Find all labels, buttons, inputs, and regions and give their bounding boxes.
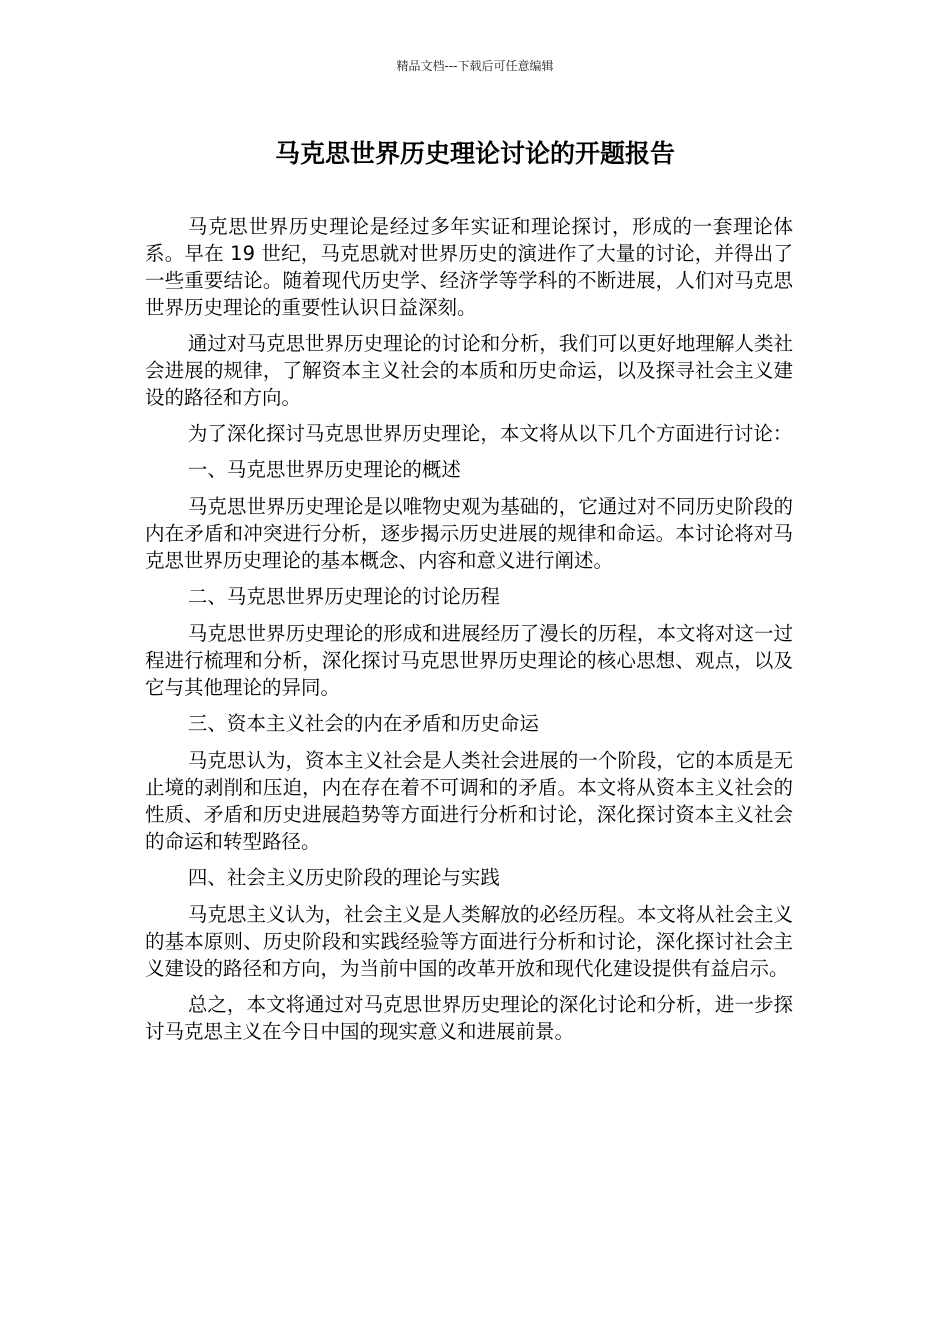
paragraph-section-1: 马克思世界历史理论是以唯物史观为基础的，它通过对不同历史阶段的内在矛盾和冲突进行分析，逐步揭示历史进展的规律和命运。本讨论将对马克思世界历史理论的基本概念、内容和意义进行阐述。 <box>145 495 793 572</box>
paragraph-section-4: 马克思主义认为，社会主义是人类解放的必经历程。本文将从社会主义的基本原则、历史阶段和实践经验等方面进行分析和讨论，深化探讨社会主义建设的路径和方向，为当前中国的改革开放和现代化建设提供有益启示。 <box>145 903 793 980</box>
paragraph-intro: 马克思世界历史理论是经过多年实证和理论探讨，形成的一套理论体系。早在 19 世纪，马克思就对世界历史的演进作了大量的讨论，并得出了一些重要结论。随着现代历史学、经济学等学科的不断进展，人们对马克思世界历史理论的重要性认识日益深刻。 <box>145 215 793 319</box>
section-heading-4: 四、社会主义历史阶段的理论与实践 <box>187 866 500 889</box>
page-header-note: 精品文档---下载后可任意编辑 <box>396 59 554 73</box>
document-title: 马克思世界历史理论讨论的开题报告 <box>274 139 675 168</box>
section-heading-3: 三、资本主义社会的内在矛盾和历史命运 <box>187 712 539 735</box>
paragraph-section-3: 马克思认为，资本主义社会是人类社会进展的一个阶段，它的本质是无止境的剥削和压迫，内在存在着不可调和的矛盾。本文将从资本主义社会的性质、矛盾和历史进展趋势等方面进行分析和讨论，深化探讨资本主义社会的命运和转型路径。 <box>145 749 793 853</box>
paragraph-section-2: 马克思世界历史理论的形成和进展经历了漫长的历程，本文将对这一过程进行梳理和分析，深化探讨马克思世界历史理论的核心思想、观点，以及它与其他理论的异同。 <box>145 622 793 699</box>
paragraph-outline: 为了深化探讨马克思世界历史理论，本文将从以下几个方面进行讨论： <box>187 422 793 445</box>
section-heading-1: 一、马克思世界历史理论的概述 <box>187 458 461 481</box>
paragraph-purpose: 通过对马克思世界历史理论的讨论和分析，我们可以更好地理解人类社会进展的规律，了解资本主义社会的本质和历史命运，以及探寻社会主义建设的路径和方向。 <box>145 332 793 409</box>
paragraph-conclusion: 总之，本文将通过对马克思世界历史理论的深化讨论和分析，进一步探讨马克思主义在今日中国的现实意义和进展前景。 <box>145 993 793 1043</box>
section-heading-2: 二、马克思世界历史理论的讨论历程 <box>187 585 500 608</box>
document-body <box>145 213 793 1054</box>
